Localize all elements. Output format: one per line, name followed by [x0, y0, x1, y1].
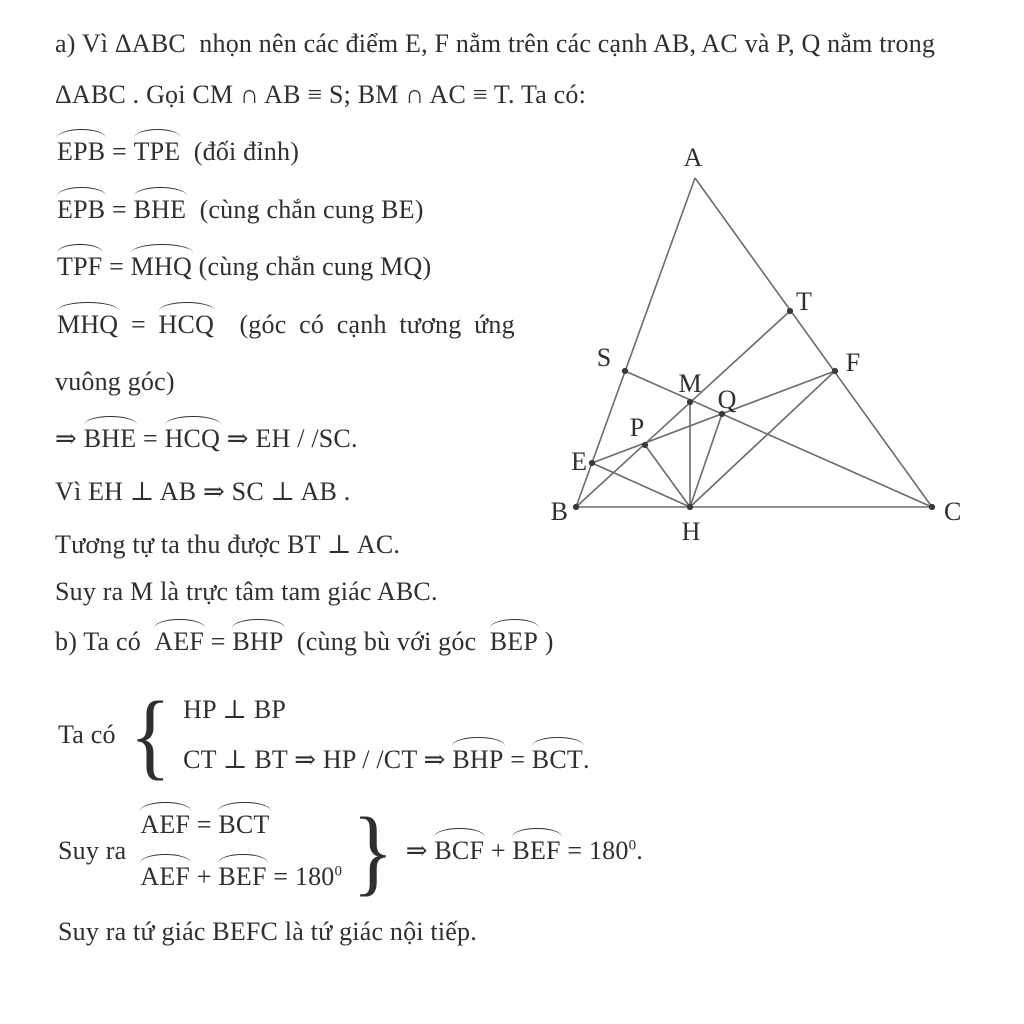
- right-brace: }: [352, 797, 394, 905]
- text-line-l9: Vì EH ⊥ AB ⇒ SC ⊥ AB .: [55, 477, 351, 506]
- angle-BHP: BHP: [452, 745, 504, 774]
- angle-BHE: BHE: [83, 424, 137, 453]
- angle-EPB: EPB: [57, 137, 106, 166]
- point-dot-B: [573, 504, 579, 510]
- equation-row: CT ⊥ BT ⇒ HP / /CT ⇒ BHP = BCT.: [183, 745, 590, 774]
- point-dot-M: [687, 399, 693, 405]
- angle-AEF: AEF: [140, 862, 191, 891]
- text-line-l6: MHQ = HCQ (góc có cạnh tương ứng: [57, 310, 515, 339]
- text-line-l5: TPF = MHQ (cùng chắn cung MQ): [57, 252, 432, 281]
- system-conclusion: ⇒ BCF + BEF = $180^0$.: [405, 836, 643, 865]
- superscript: 0: [628, 837, 637, 854]
- angle-BHP: BHP: [232, 627, 284, 656]
- point-label-M: M: [678, 369, 702, 398]
- angle-MHQ: MHQ: [130, 252, 192, 281]
- angle-BCT: BCT: [531, 745, 583, 774]
- point-label-T: T: [796, 287, 812, 316]
- left-brace: {: [129, 681, 172, 789]
- equation-rows: [183, 695, 590, 775]
- text-line-l1: a) Vì ΔABC nhọn nên các điểm E, F nằm trên các cạnh AB, AC và P, Q nằm trong: [55, 29, 936, 58]
- point-dot-S: [622, 368, 628, 374]
- point-label-P: P: [629, 413, 645, 442]
- segment-CS: [625, 371, 932, 507]
- point-label-E: E: [571, 447, 587, 476]
- angle-BEF: BEF: [218, 862, 267, 891]
- angle-AEF: AEF: [140, 810, 191, 839]
- equation-rows: [140, 810, 342, 892]
- text-line-l2: ΔABC . Gọi CM ∩ AB ≡ S; BM ∩ AC ≡ T. Ta có:: [55, 80, 587, 109]
- angle-TPE: TPE: [133, 137, 181, 166]
- text-line-l10: Tương tự ta thu được BT ⊥ AC.: [55, 530, 401, 559]
- point-label-F: F: [845, 348, 861, 377]
- segment-EH: [592, 463, 690, 507]
- text-line-sys2: [58, 797, 643, 905]
- text-line-sys1: [58, 681, 590, 789]
- point-label-C: C: [944, 497, 962, 526]
- point-dot-P: [642, 442, 648, 448]
- angle-BEP: BEP: [489, 627, 539, 656]
- angle-AEF: AEF: [154, 627, 205, 656]
- point-dot-T: [787, 308, 793, 314]
- text-line-l8: ⇒ BHE = HCQ ⇒ EH / /SC.: [55, 424, 358, 453]
- text-line-l12: b) Ta có AEF = BHP (cùng bù với góc BEP ): [55, 627, 554, 656]
- superscript: 0: [334, 863, 343, 880]
- geometry-diagram: [530, 140, 985, 550]
- text-line-l3: EPB = TPE (đối đỉnh): [57, 137, 300, 166]
- point-dot-F: [832, 368, 838, 374]
- angle-BEF: BEF: [512, 836, 561, 865]
- text-line-l11: Suy ra M là trực tâm tam giác ABC.: [55, 577, 438, 606]
- equation-row: AEF + BEF = $180^0$: [140, 862, 343, 891]
- angle-HCQ: HCQ: [158, 310, 215, 339]
- segment-AC: [695, 178, 932, 507]
- segment-AB: [576, 178, 695, 507]
- angle-HCQ: HCQ: [164, 424, 221, 453]
- text-line-l17: Suy ra tứ giác BEFC là tứ giác nội tiếp.: [58, 917, 477, 946]
- system-label: Suy ra: [58, 836, 127, 865]
- equation-row: AEF = BCT: [140, 810, 270, 839]
- point-dot-C: [929, 504, 935, 510]
- point-label-B: B: [550, 497, 568, 526]
- text-line-l4: EPB = BHE (cùng chắn cung BE): [57, 195, 424, 224]
- angle-TPF: TPF: [57, 252, 103, 281]
- segment-BT: [576, 311, 790, 507]
- point-dot-E: [589, 460, 595, 466]
- system-label: Ta có: [58, 720, 116, 749]
- segment-EF: [592, 371, 835, 463]
- angle-BCF: BCF: [434, 836, 485, 865]
- angle-MHQ: MHQ: [57, 310, 119, 339]
- point-label-A: A: [683, 143, 703, 172]
- segment-HF: [690, 371, 835, 507]
- point-label-H: H: [681, 517, 701, 546]
- angle-BCT: BCT: [218, 810, 270, 839]
- equation-row: HP ⊥ BP: [183, 695, 287, 724]
- point-label-S: S: [596, 343, 612, 372]
- angle-EPB: EPB: [57, 195, 106, 224]
- text-line-l7: vuông góc): [55, 367, 175, 396]
- point-label-Q: Q: [717, 385, 737, 414]
- angle-BHE: BHE: [133, 195, 187, 224]
- point-dot-H: [687, 504, 693, 510]
